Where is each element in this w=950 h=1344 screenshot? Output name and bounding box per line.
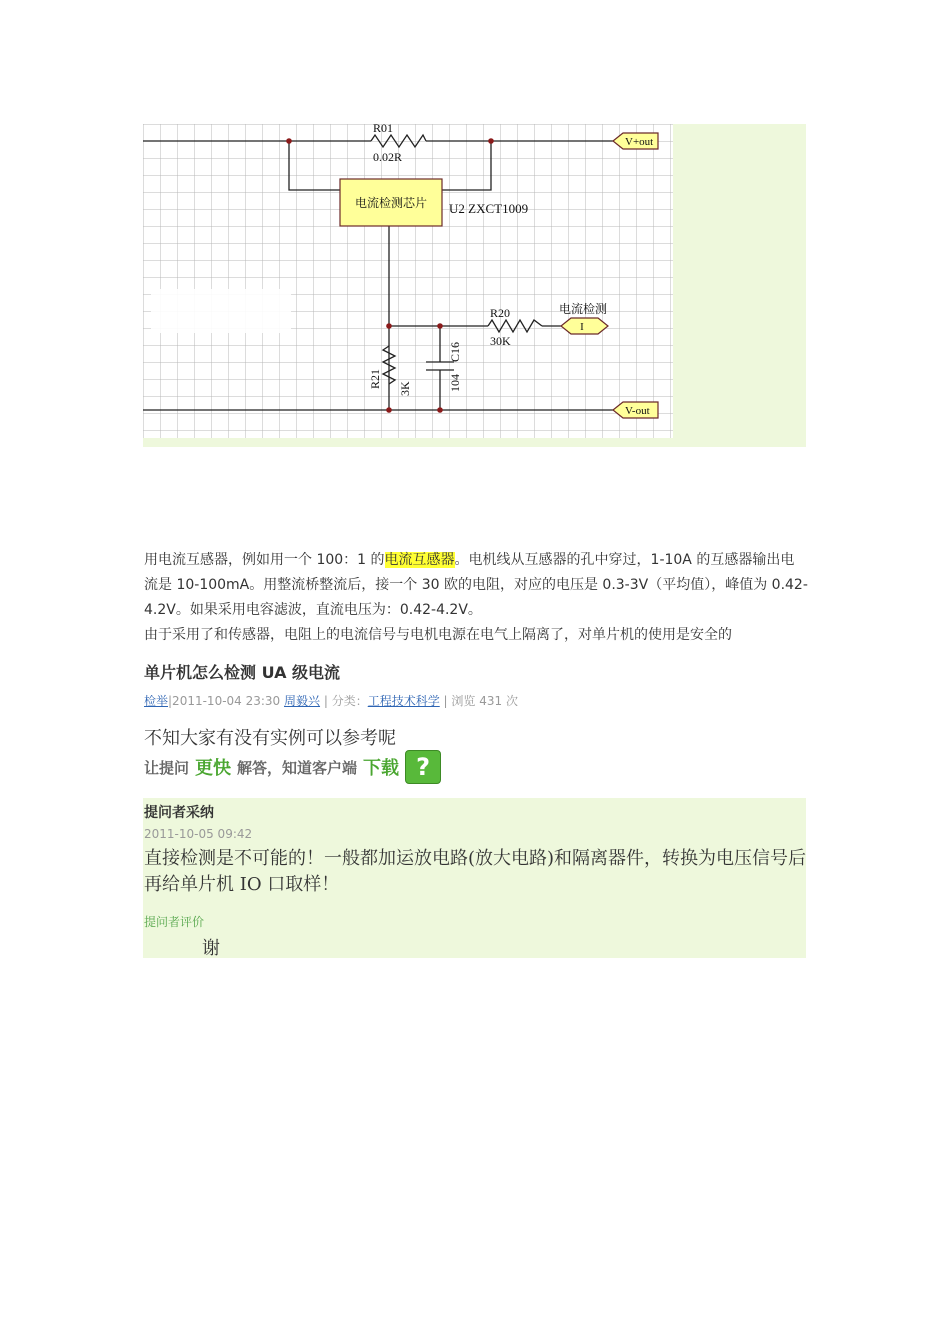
question-mark-icon: ?	[405, 750, 441, 784]
article-paragraph-2: 由于采用了和传感器，电阻上的电流信号与电机电源在电气上隔离了，对单片机的使用是安全的	[144, 627, 732, 643]
vminus-label: V-out	[625, 405, 650, 417]
view-count: | 浏览 431 次	[439, 694, 518, 708]
answer-time: 2011-10-05 09:42	[144, 827, 253, 841]
author-link[interactable]: 周毅兴	[284, 694, 321, 708]
r01-name: R01	[373, 124, 394, 135]
question-datetime: |2011-10-04 23:30	[168, 694, 285, 708]
article-text	[144, 548, 808, 648]
r20-value: 30K	[490, 334, 511, 348]
asker-evaluation-label: 提问者评价	[144, 915, 205, 929]
question-meta: 检举|2011-10-04 23:30 周毅兴 | 分类：工程技术科学 | 浏览 431 次	[144, 694, 518, 708]
answer-text: 直接检测是不可能的！一般都加运放电路(放大电路)和隔离器件，转换为电压信号后再给单片机 IO 口取样！	[144, 848, 807, 895]
vplus-label: V+out	[625, 136, 654, 148]
article-paragraph-1: 用电流互感器，例如用一个 100：1 的电流互感器。电机线从互感器的孔中穿过，1-10A 的互感器输出电流是 10-100mA。用整流桥整流后，接一个 30 欧的电阻，对应的电压是 0.3-3V（平均值），峰值为 0.42-4.2V。如果采用电容滤波，直流电压为：0.42-4.2V。	[144, 552, 808, 618]
category-link[interactable]: 工程技术科学	[367, 694, 440, 708]
highlighted-term[interactable]: 电流互感器	[384, 552, 455, 568]
r21-value: 3K	[398, 381, 412, 396]
accepted-answer-header: 提问者采纳	[144, 805, 214, 821]
sense-port	[561, 318, 608, 334]
chip-part-label: U2 ZXCT1009	[449, 201, 529, 216]
question-title: 单片机怎么检测 UA 级电流	[144, 663, 341, 682]
asker-evaluation-text: 谢	[202, 938, 220, 959]
r21-name: R21	[368, 368, 382, 389]
erased-area	[151, 289, 291, 333]
r01-value: 0.02R	[373, 150, 403, 164]
report-link[interactable]: 检举	[144, 694, 169, 708]
app-download-banner[interactable]: 让提问 更快 解答，知道客户端 下载 ?	[144, 750, 441, 784]
r20-name: R20	[490, 306, 511, 320]
circuit-schematic	[143, 124, 806, 447]
question-body: 不知大家有没有实例可以参考呢	[144, 728, 396, 749]
circuit-diagram	[143, 124, 806, 447]
c16-name: C16	[448, 341, 462, 362]
sense-port-label: I	[580, 321, 584, 333]
sense-label: 电流检测	[559, 302, 608, 316]
chip-label: 电流检测芯片	[354, 196, 428, 210]
c16-value: 104	[448, 374, 462, 392]
